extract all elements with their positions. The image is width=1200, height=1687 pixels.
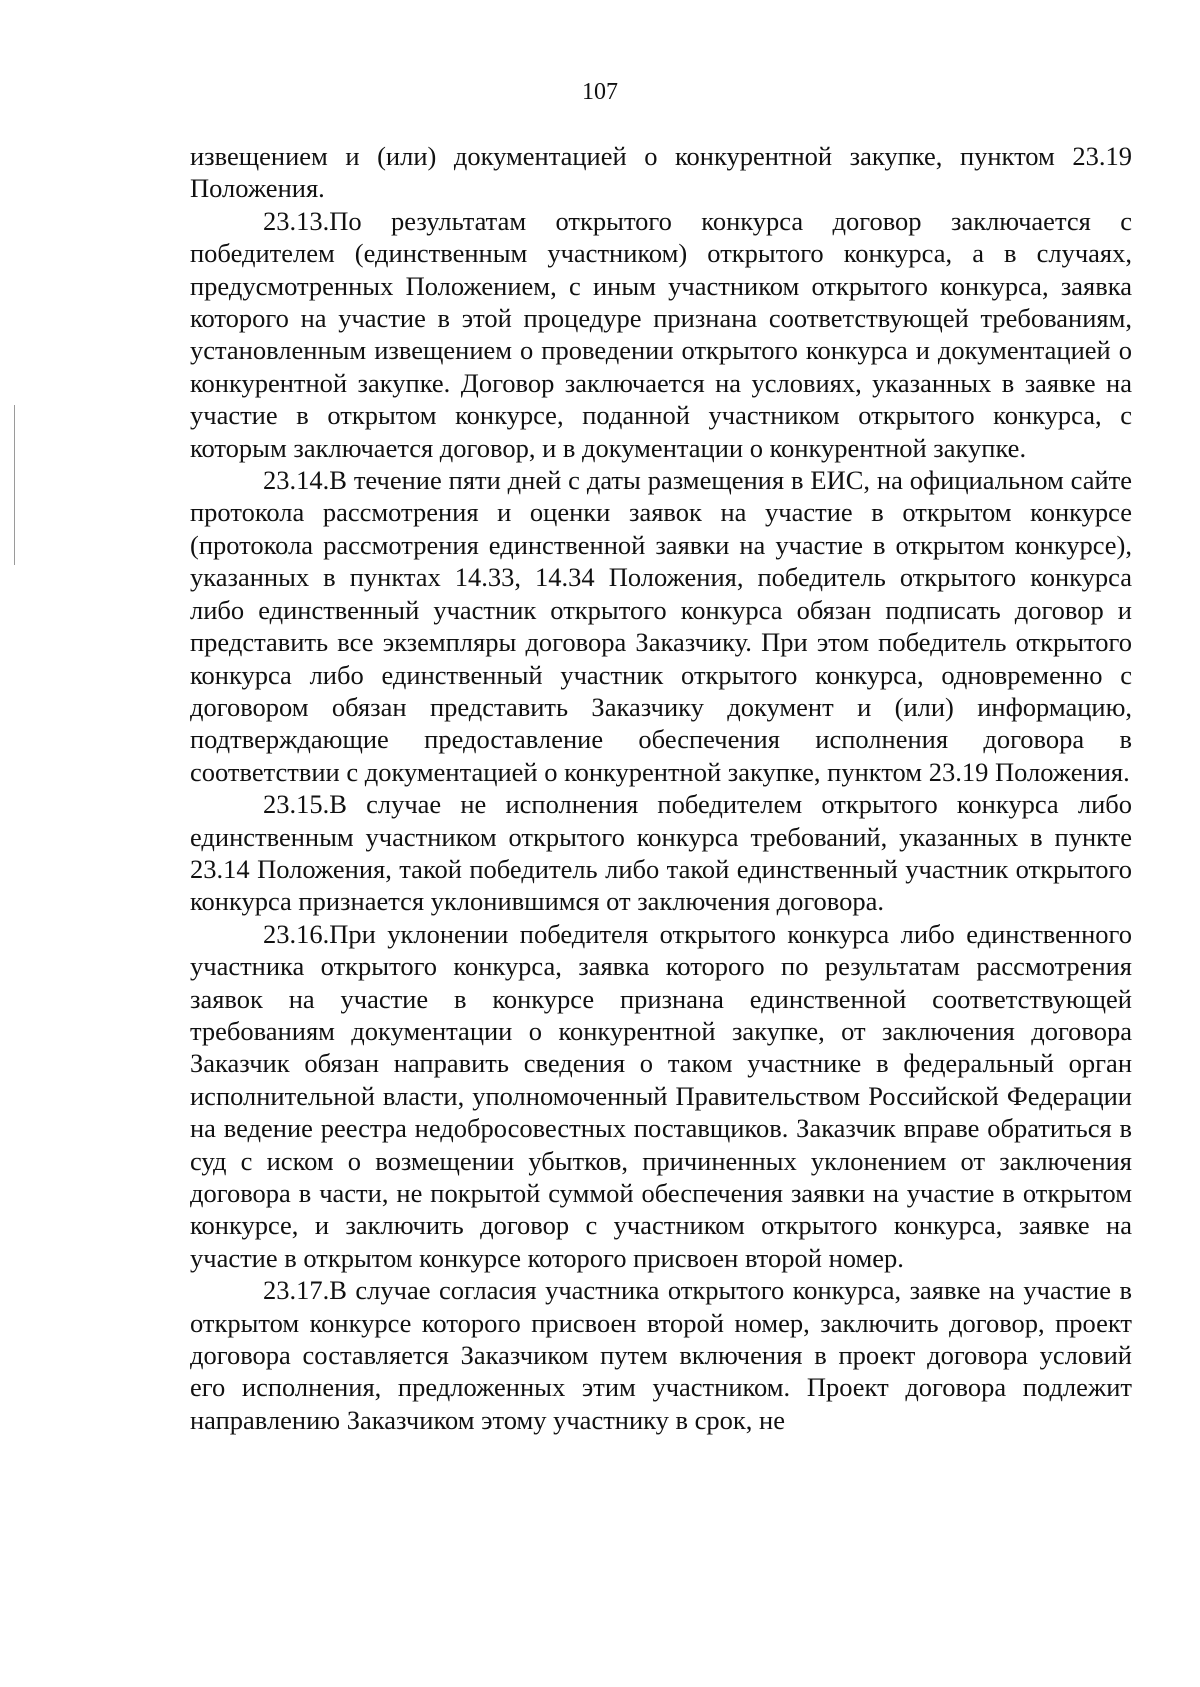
document-body <box>190 140 1132 1436</box>
page-number: 107 <box>582 79 618 105</box>
scan-margin-line <box>14 405 15 565</box>
paragraph-23-14: 23.14.В течение пяти дней с даты размещения в ЕИС, на официальном сайте протокола рассмотрения и оценки заявок на участие в открытом конкурсе (протокола рассмотрения единственной заявки на участие в открытом конкурсе), указанных в пунктах 14.33, 14.34 Положения, победитель открытого конкурса либо единственный участник открытого конкурса обязан подписать договор и представить все экземпляры договора Заказчику. При этом победитель открытого конкурса либо единственный участник открытого конкурса, одновременно с договором обязан представить Заказчику документ и (или) информацию, подтверждающие предоставление обеспечения исполнения договора в соответствии с документацией о конкурентной закупке, пунктом 23.19 Положения. <box>190 465 1132 787</box>
paragraph-continuation: извещением и (или) документацией о конкурентной закупке, пунктом 23.19 Положения. <box>190 141 1132 204</box>
paragraph-23-16: 23.16.При уклонении победителя открытого конкурса либо единственного участника открытого конкурса, заявка которого по результатам рассмотрения заявок на участие в конкурсе признана единственной соответствующей требованиям документации о конкурентной закупке, от заключения договора Заказчик обязан направить сведения о таком участнике в федеральный орган исполнительной власти, уполномоченный Правительством Российской Федерации на ведение реестра недобросовестных поставщиков. Заказчик вправе обратиться в суд с иском о возмещении убытков, причиненных уклонением от заключения договора в части, не покрытой суммой обеспечения заявки на участие в открытом конкурсе, и заключить договор с участником открытого конкурса, заявке на участие в открытом конкурсе которого присвоен второй номер. <box>190 918 1132 1273</box>
paragraph-23-17: 23.17.В случае согласия участника открытого конкурса, заявке на участие в открытом конкурсе которого присвоен второй номер, заключить договор, проект договора составляется Заказчиком путем включения в проект договора условий его исполнения, предложенных этим участником. Проект договора подлежит направлению Заказчиком этому участнику в срок, не <box>190 1275 1132 1435</box>
paragraph-23-13: 23.13.По результатам открытого конкурса договор заключается с победителем (единственным участником) открытого конкурса, а в случаях, предусмотренных Положением, с иным участником открытого конкурса, заявка которого на участие в этой процедуре признана соответствующей требованиям, установленным извещением о проведении открытого конкурса и документацией о конкурентной закупке. Договор заключается на условиях, указанных в заявке на участие в открытом конкурсе, поданной участником открытого конкурса, с которым заключается договор, и в документации о конкурентной закупке. <box>190 205 1132 463</box>
paragraph-23-15: 23.15.В случае не исполнения победителем открытого конкурса либо единственным участником открытого конкурса требований, указанных в пункте 23.14 Положения, такой победитель либо такой единственный участник открытого конкурса признается уклонившимся от заключения договора. <box>190 789 1132 917</box>
